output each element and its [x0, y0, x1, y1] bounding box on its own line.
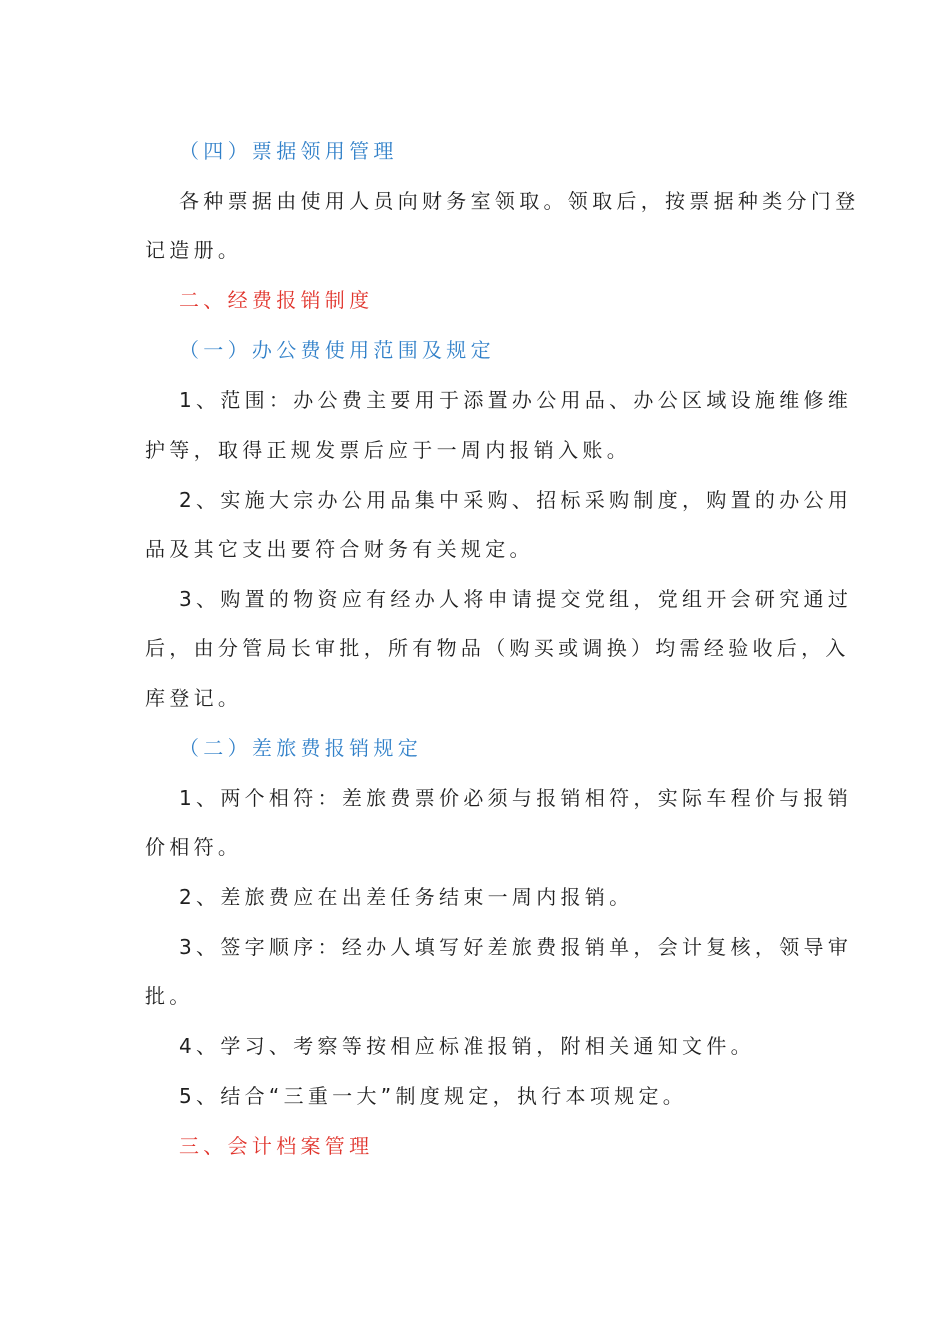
- paragraph-line: 2、实施大宗办公用品集中采购、招标采购制度，购置的办公用: [179, 488, 853, 512]
- subsection-heading-ticket-management: （四）票据领用管理: [179, 139, 398, 163]
- paragraph-line: 价相符。: [145, 835, 243, 859]
- paragraph-line: 1、两个相符：差旅费票价必须与报销相符，实际车程价与报销: [179, 786, 853, 810]
- subsection-heading-travel-expenses: （二）差旅费报销规定: [179, 736, 422, 760]
- paragraph-line: 记造册。: [145, 238, 243, 262]
- section-heading-expense-reimbursement: 二、经费报销制度: [179, 288, 374, 312]
- paragraph-line: 各种票据由使用人员向财务室领取。领取后，按票据种类分门登: [179, 189, 860, 213]
- paragraph-line: 1、范围：办公费主要用于添置办公用品、办公区域设施维修维: [179, 388, 853, 412]
- paragraph-line: 4、学习、考察等按相应标准报销，附相关通知文件。: [179, 1034, 755, 1058]
- paragraph-line: 品及其它支出要符合财务有关规定。: [145, 537, 534, 561]
- paragraph-line: 2、差旅费应在出差任务结束一周内报销。: [179, 885, 634, 909]
- paragraph-line: 批。: [145, 984, 194, 1008]
- paragraph-line: 后，由分管局长审批，所有物品（购买或调换）均需经验收后，入: [145, 636, 850, 660]
- paragraph-line: 3、购置的物资应有经办人将申请提交党组，党组开会研究通过: [179, 587, 853, 611]
- subsection-heading-office-expenses: （一）办公费使用范围及规定: [179, 338, 495, 362]
- paragraph-line: 库登记。: [145, 686, 243, 710]
- paragraph-line: 5、结合“三重一大”制度规定，执行本项规定。: [179, 1084, 688, 1108]
- paragraph-line: 3、签字顺序：经办人填写好差旅费报销单，会计复核，领导审: [179, 935, 853, 959]
- section-heading-accounting-archives: 三、会计档案管理: [179, 1134, 374, 1158]
- paragraph-line: 护等，取得正规发票后应于一周内报销入账。: [145, 438, 631, 462]
